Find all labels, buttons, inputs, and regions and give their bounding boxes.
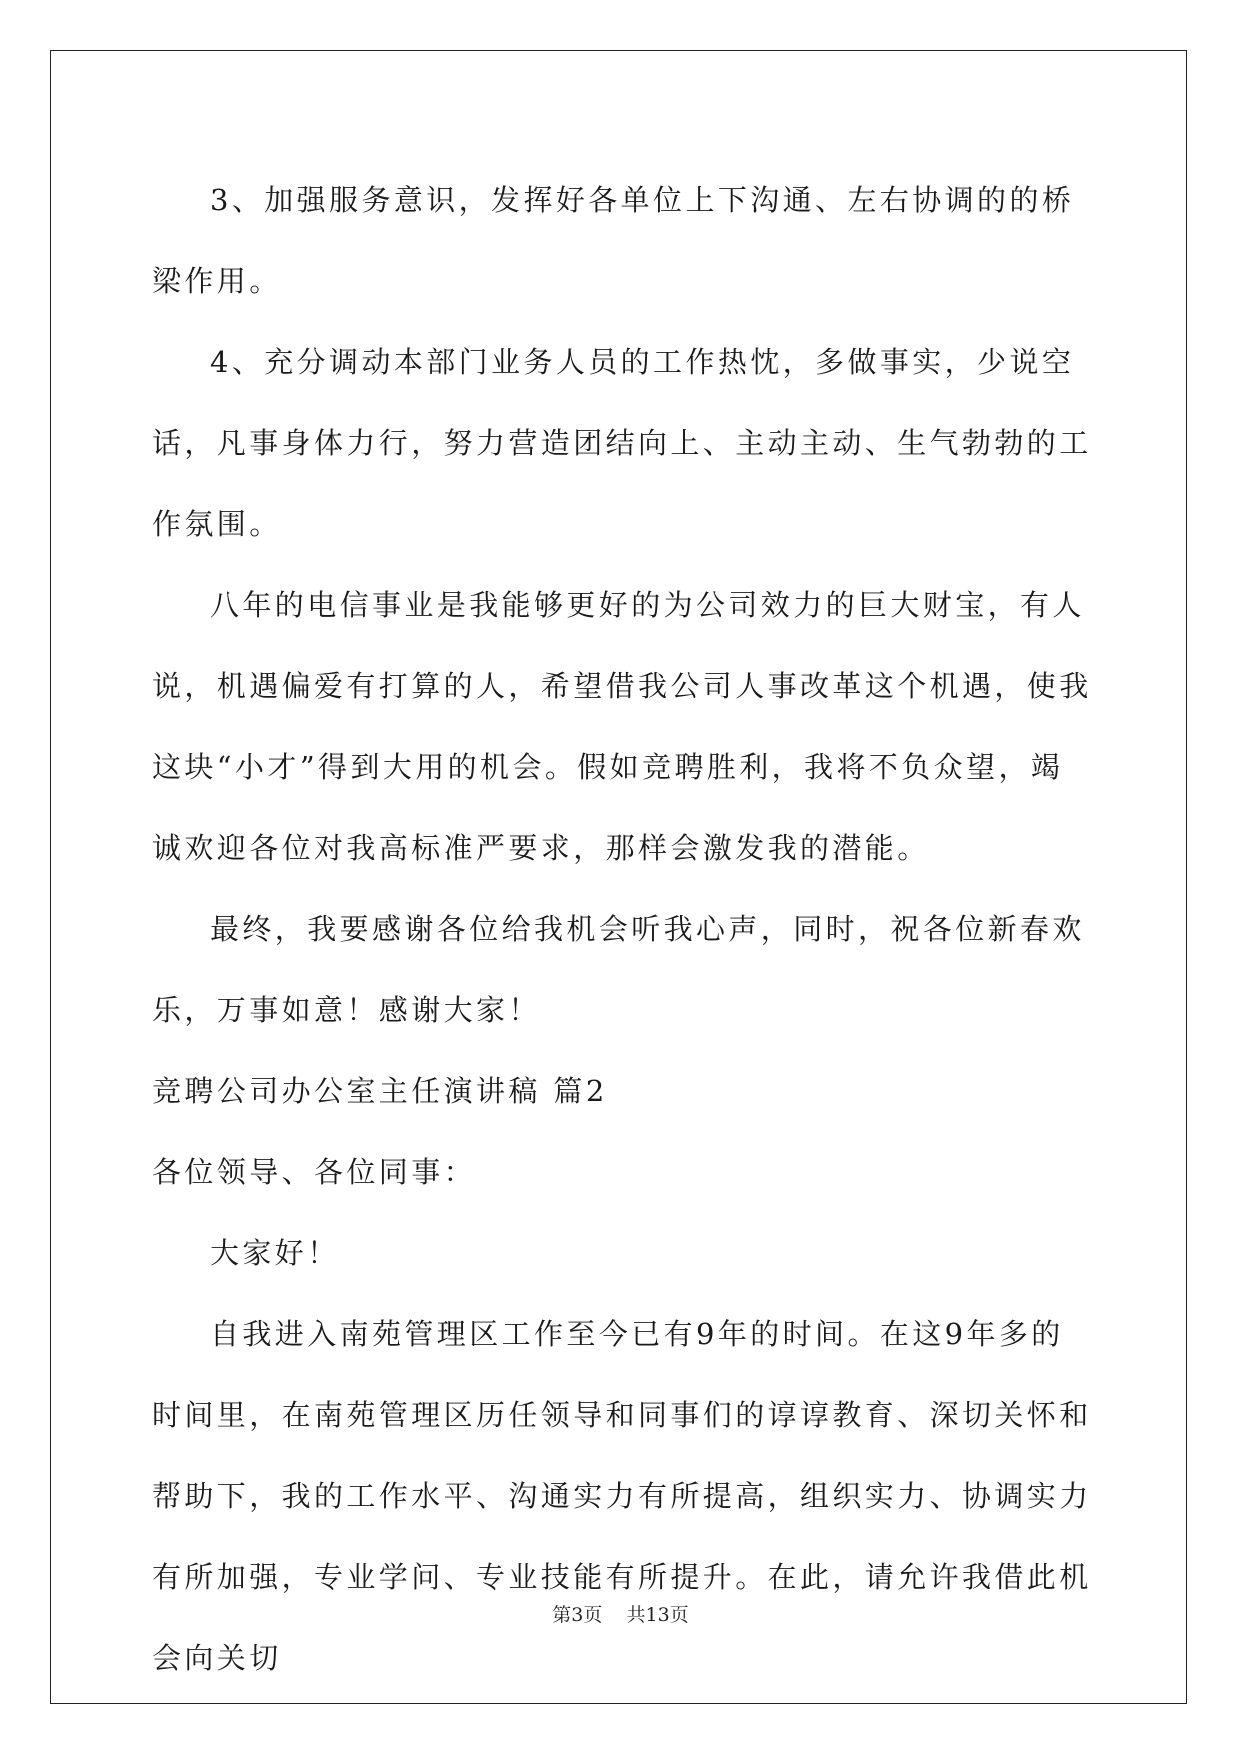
greeting: 大家好！ — [210, 1236, 340, 1270]
document-body — [152, 160, 1092, 1699]
paragraph: 自我进入南苑管理区工作至今已有9年的时间。在这9年多的时间里，在南苑管理区历任领导和同事们的谆谆教育、深切关怀和帮助下，我的工作水平、沟通实力有所提高，组织实力、协调实力有所加强，专业学问、专业技能有所提升。在此，请允许我借此机会向关切 — [152, 1317, 1092, 1675]
paragraph: 最终，我要感谢各位给我机会听我心声，同时，祝各位新春欢乐，万事如意！感谢大家！ — [152, 912, 1085, 1027]
paragraph: 八年的电信事业是我能够更好的为公司效力的巨大财宝，有人说，机遇偏爱有打算的人，希望借我公司人事改革这个机遇，使我这块“小才”得到大用的机会。假如竞聘胜利，我将不负众望，竭诚欢迎各位对我高标准严要求，那样会激发我的潜能。 — [152, 588, 1092, 865]
paragraph: 3、加强服务意识，发挥好各单位上下沟通、左右协调的的桥梁作用。 — [152, 183, 1075, 298]
page-number: 第3页 — [552, 1604, 603, 1626]
page-total: 共13页 — [626, 1604, 689, 1626]
page-footer — [0, 1600, 1241, 1627]
section-heading: 竞聘公司办公室主任演讲稿 篇2 — [152, 1074, 608, 1108]
salutation: 各位领导、各位同事： — [152, 1155, 477, 1189]
paragraph: 4、充分调动本部门业务人员的工作热忱，多做事实，少说空话，凡事身体力行，努力营造团结向上、主动主动、生气勃勃的工作氛围。 — [152, 345, 1092, 541]
